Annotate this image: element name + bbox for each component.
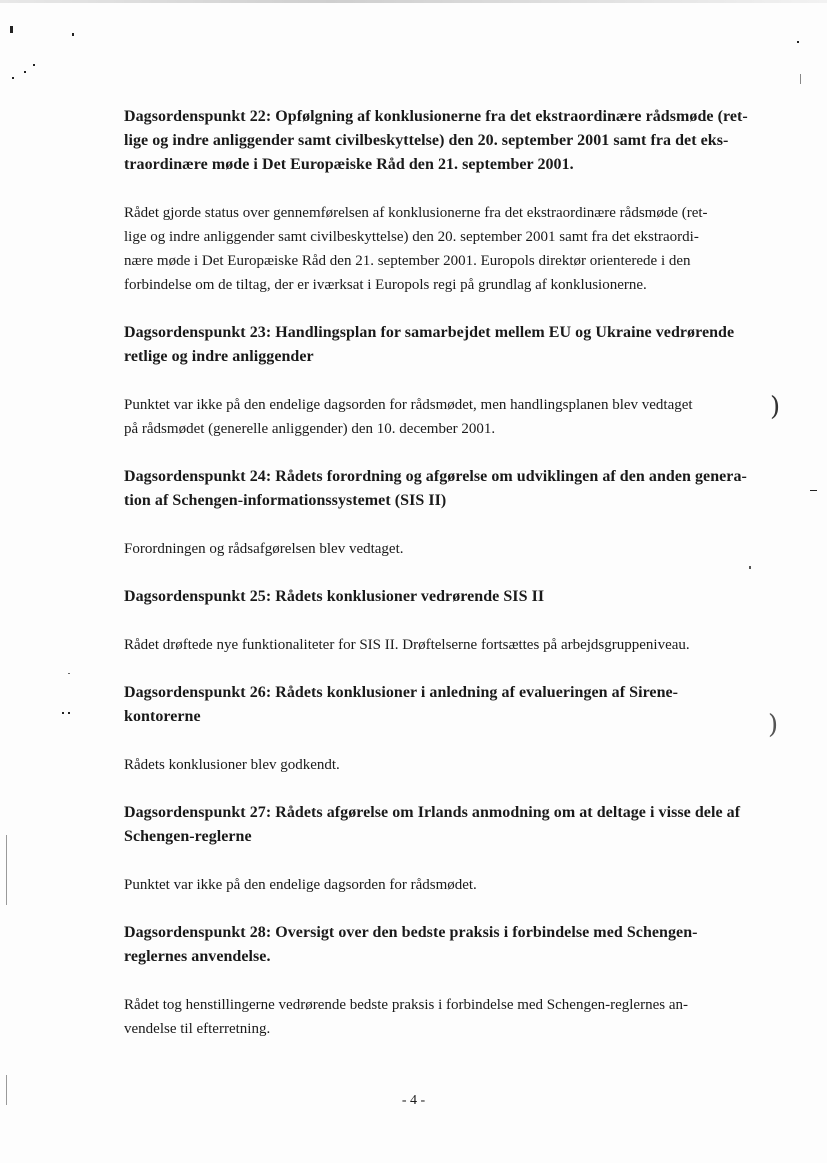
agenda-item-heading: Dagsordenspunkt 23: Handlingsplan for samarbejdet mellem EU og Ukraine vedrørende retlige og indre anliggender xyxy=(124,324,735,365)
scan-speck xyxy=(24,71,26,73)
scan-speck xyxy=(62,712,64,714)
scan-paren-mark: ) xyxy=(768,710,779,740)
agenda-item xyxy=(124,105,774,321)
agenda-item-text: Punktet var ikke på den endelige dagsorden for rådsmødet, men handlingsplanen blev vedtaget på rådsmødet (generelle anliggender) den 10. december 2001. xyxy=(124,397,693,437)
agenda-item-heading: Dagsordenspunkt 27: Rådets afgørelse om Irlands anmodning om at deltage i visse dele af Schengen-reglerne xyxy=(124,804,741,845)
agenda-item xyxy=(124,465,774,585)
agenda-item xyxy=(124,321,774,465)
page-number: - 4 - xyxy=(401,1093,426,1108)
agenda-item-text: Rådet drøftede nye funktionaliteter for SIS II. Drøftelserne fortsættes på arbejdsgruppeniveau. xyxy=(124,637,690,653)
document-body xyxy=(124,105,774,1041)
agenda-item-text: Rådet gjorde status over gennemførelsen af konklusionerne fra det ekstraordinære rådsmøde (ret- lige og indre anliggender samt civilbeskyttelse) den 20. september 2001 samt fra det ekstraordi- nære møde i Det Europæiske Råd den 21. september 2001. Europols direktør orienterede i den forbindelse om de tiltag, der er iværksat i Europols regi på grundlag af konklusionerne. xyxy=(124,205,708,293)
agenda-item-text: Punktet var ikke på den endelige dagsorden for rådsmødet. xyxy=(124,877,477,893)
agenda-item xyxy=(124,585,774,681)
scan-speck xyxy=(68,712,70,714)
scan-speck xyxy=(68,673,70,674)
agenda-item xyxy=(124,681,774,801)
agenda-item-heading: Dagsordenspunkt 25: Rådets konklusioner vedrørende SIS II xyxy=(124,588,545,605)
scan-speck xyxy=(800,74,801,84)
agenda-item-text: Rådets konklusioner blev godkendt. xyxy=(124,757,340,773)
scan-speck xyxy=(33,64,35,66)
agenda-item-heading: Dagsordenspunkt 22: Opfølgning af konklusionerne fra det ekstraordinære rådsmøde (ret- lige og indre anliggender samt civilbeskyttelse) den 20. september 2001 samt fra det eks- traordinære møde i Det Europæiske Råd den 21. september 2001. xyxy=(124,108,748,173)
agenda-item-heading: Dagsordenspunkt 28: Oversigt over den bedste praksis i forbindelse med Schengen- reglernes anvendelse. xyxy=(124,924,698,965)
agenda-item xyxy=(124,801,774,921)
scan-speck xyxy=(10,26,13,33)
scan-speck xyxy=(810,490,817,491)
scan-left-edge xyxy=(6,835,7,905)
scan-paren-mark: ) xyxy=(770,392,781,422)
agenda-item-text: Forordningen og rådsafgørelsen blev vedtaget. xyxy=(124,541,404,557)
agenda-item-text: Rådet tog henstillingerne vedrørende bedste praksis i forbindelse med Schengen-reglernes an- vendelse til efterretning. xyxy=(124,997,688,1037)
scan-top-edge xyxy=(0,0,827,3)
scan-speck xyxy=(12,77,14,79)
scan-speck xyxy=(797,41,799,43)
agenda-item xyxy=(124,921,774,1041)
scan-speck xyxy=(72,33,74,36)
agenda-item-heading: Dagsordenspunkt 24: Rådets forordning og afgørelse om udviklingen af den anden genera- tion af Schengen-informationssystemet (SIS II) xyxy=(124,468,747,509)
agenda-item-heading: Dagsordenspunkt 26: Rådets konklusioner i anledning af evalueringen af Sirene- kontorerne xyxy=(124,684,679,725)
